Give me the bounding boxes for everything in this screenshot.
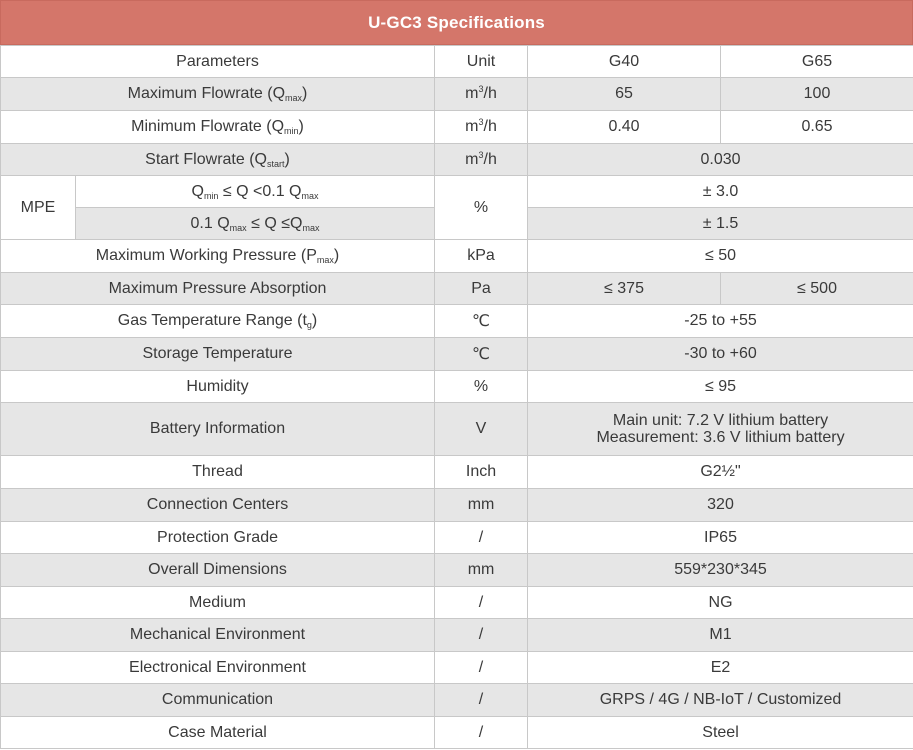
value-merged: Steel	[528, 717, 913, 749]
unit-cell: Inch	[435, 456, 528, 489]
unit-cell: /	[435, 652, 528, 684]
unit-cell: Pa	[435, 273, 528, 305]
unit-cell: $m^3/h$	[435, 78, 528, 111]
param-label: Protection Grade	[1, 522, 435, 554]
param-label: Start Flowrate $(Q_{start})$	[1, 144, 435, 176]
table-title: U-GC3 Specifications	[0, 0, 913, 45]
row-medium	[1, 587, 913, 619]
value-merged: 0.030	[528, 144, 913, 176]
value-merged: M1	[528, 619, 913, 652]
value-merged: -25 to +55	[528, 305, 913, 338]
value-merged: G2½"	[528, 456, 913, 489]
param-label: Electronical Environment	[1, 652, 435, 684]
unit-cell: /	[435, 684, 528, 717]
value-merged	[528, 403, 913, 456]
value-merged: E2	[528, 652, 913, 684]
row-gas-temperature	[1, 305, 913, 338]
unit-cell: %	[435, 371, 528, 403]
row-start-flowrate	[1, 144, 913, 176]
spec-table	[0, 45, 913, 749]
unit-cell: $m^3/h$	[435, 144, 528, 176]
unit-cell: kPa	[435, 240, 528, 273]
mpe-value-1: ± 3.0	[528, 176, 913, 208]
param-label: Humidity	[1, 371, 435, 403]
mpe-condition-1: $Q_{min} \le Q <0.1$ $Q_{max}$	[76, 176, 435, 208]
param-label: Connection Centers	[1, 489, 435, 522]
param-label: Medium	[1, 587, 435, 619]
header-row	[1, 46, 913, 78]
value-g40: 65	[528, 78, 721, 111]
battery-line-2: Measurement: 3.6 V lithium battery	[596, 429, 845, 446]
param-label: Thread	[1, 456, 435, 489]
param-label: Battery Information	[1, 403, 435, 456]
row-mechanical-environment	[1, 619, 913, 652]
param-label: Mechanical Environment	[1, 619, 435, 652]
row-protection-grade	[1, 522, 913, 554]
value-g40: ≤ 375	[528, 273, 721, 305]
row-pressure-absorption	[1, 273, 913, 305]
unit-cell: mm	[435, 554, 528, 587]
value-merged: -30 to +60	[528, 338, 913, 371]
header-unit: Unit	[435, 46, 528, 78]
param-label: Maximum Pressure Absorption	[1, 273, 435, 305]
unit-cell: /	[435, 522, 528, 554]
row-case-material	[1, 717, 913, 749]
row-thread	[1, 456, 913, 489]
mpe-unit: %	[435, 176, 528, 240]
row-mpe-1	[1, 176, 913, 208]
value-merged: NG	[528, 587, 913, 619]
param-label: Communication	[1, 684, 435, 717]
value-merged: 559*230*345	[528, 554, 913, 587]
value-merged: GRPS / 4G / NB-IoT / Customized	[528, 684, 913, 717]
value-merged: 320	[528, 489, 913, 522]
battery-line-1: Main unit: 7.2 V lithium battery	[612, 412, 829, 429]
param-label: Case Material	[1, 717, 435, 749]
unit-cell: mm	[435, 489, 528, 522]
mpe-condition-2: 0.1 $Q_{max} \le Q \le Q_{max}$	[76, 208, 435, 240]
value-merged: IP65	[528, 522, 913, 554]
param-label: Storage Temperature	[1, 338, 435, 371]
row-communication	[1, 684, 913, 717]
value-g65: 0.65	[721, 111, 913, 144]
row-min-flowrate	[1, 111, 913, 144]
param-label: Minimum Flowrate $(Q_{min})$	[1, 111, 435, 144]
header-g40: G40	[528, 46, 721, 78]
value-g40: 0.40	[528, 111, 721, 144]
unit-cell: ℃	[435, 338, 528, 371]
value-g65: 100	[721, 78, 913, 111]
unit-cell: $m^3/h$	[435, 111, 528, 144]
row-working-pressure	[1, 240, 913, 273]
row-humidity	[1, 371, 913, 403]
value-merged: ≤ 95	[528, 371, 913, 403]
value-merged: ≤ 50	[528, 240, 913, 273]
unit-cell: /	[435, 587, 528, 619]
row-connection-centers	[1, 489, 913, 522]
param-label: Maximum Working Pressure $(P_{max})$	[1, 240, 435, 273]
param-label: Gas Temperature Range $(t_g)$	[1, 305, 435, 338]
row-max-flowrate	[1, 78, 913, 111]
header-parameters: Parameters	[1, 46, 435, 78]
unit-cell: /	[435, 717, 528, 749]
row-storage-temperature	[1, 338, 913, 371]
row-overall-dimensions	[1, 554, 913, 587]
header-g65: G65	[721, 46, 913, 78]
unit-cell: /	[435, 619, 528, 652]
unit-cell: V	[435, 403, 528, 456]
param-label: Maximum Flowrate $(Q_{max})$	[1, 78, 435, 111]
param-label: Overall Dimensions	[1, 554, 435, 587]
mpe-value-2: ± 1.5	[528, 208, 913, 240]
unit-cell: ℃	[435, 305, 528, 338]
value-g65: ≤ 500	[721, 273, 913, 305]
row-electronical-environment	[1, 652, 913, 684]
mpe-label: MPE	[1, 176, 76, 240]
row-battery	[1, 403, 913, 456]
